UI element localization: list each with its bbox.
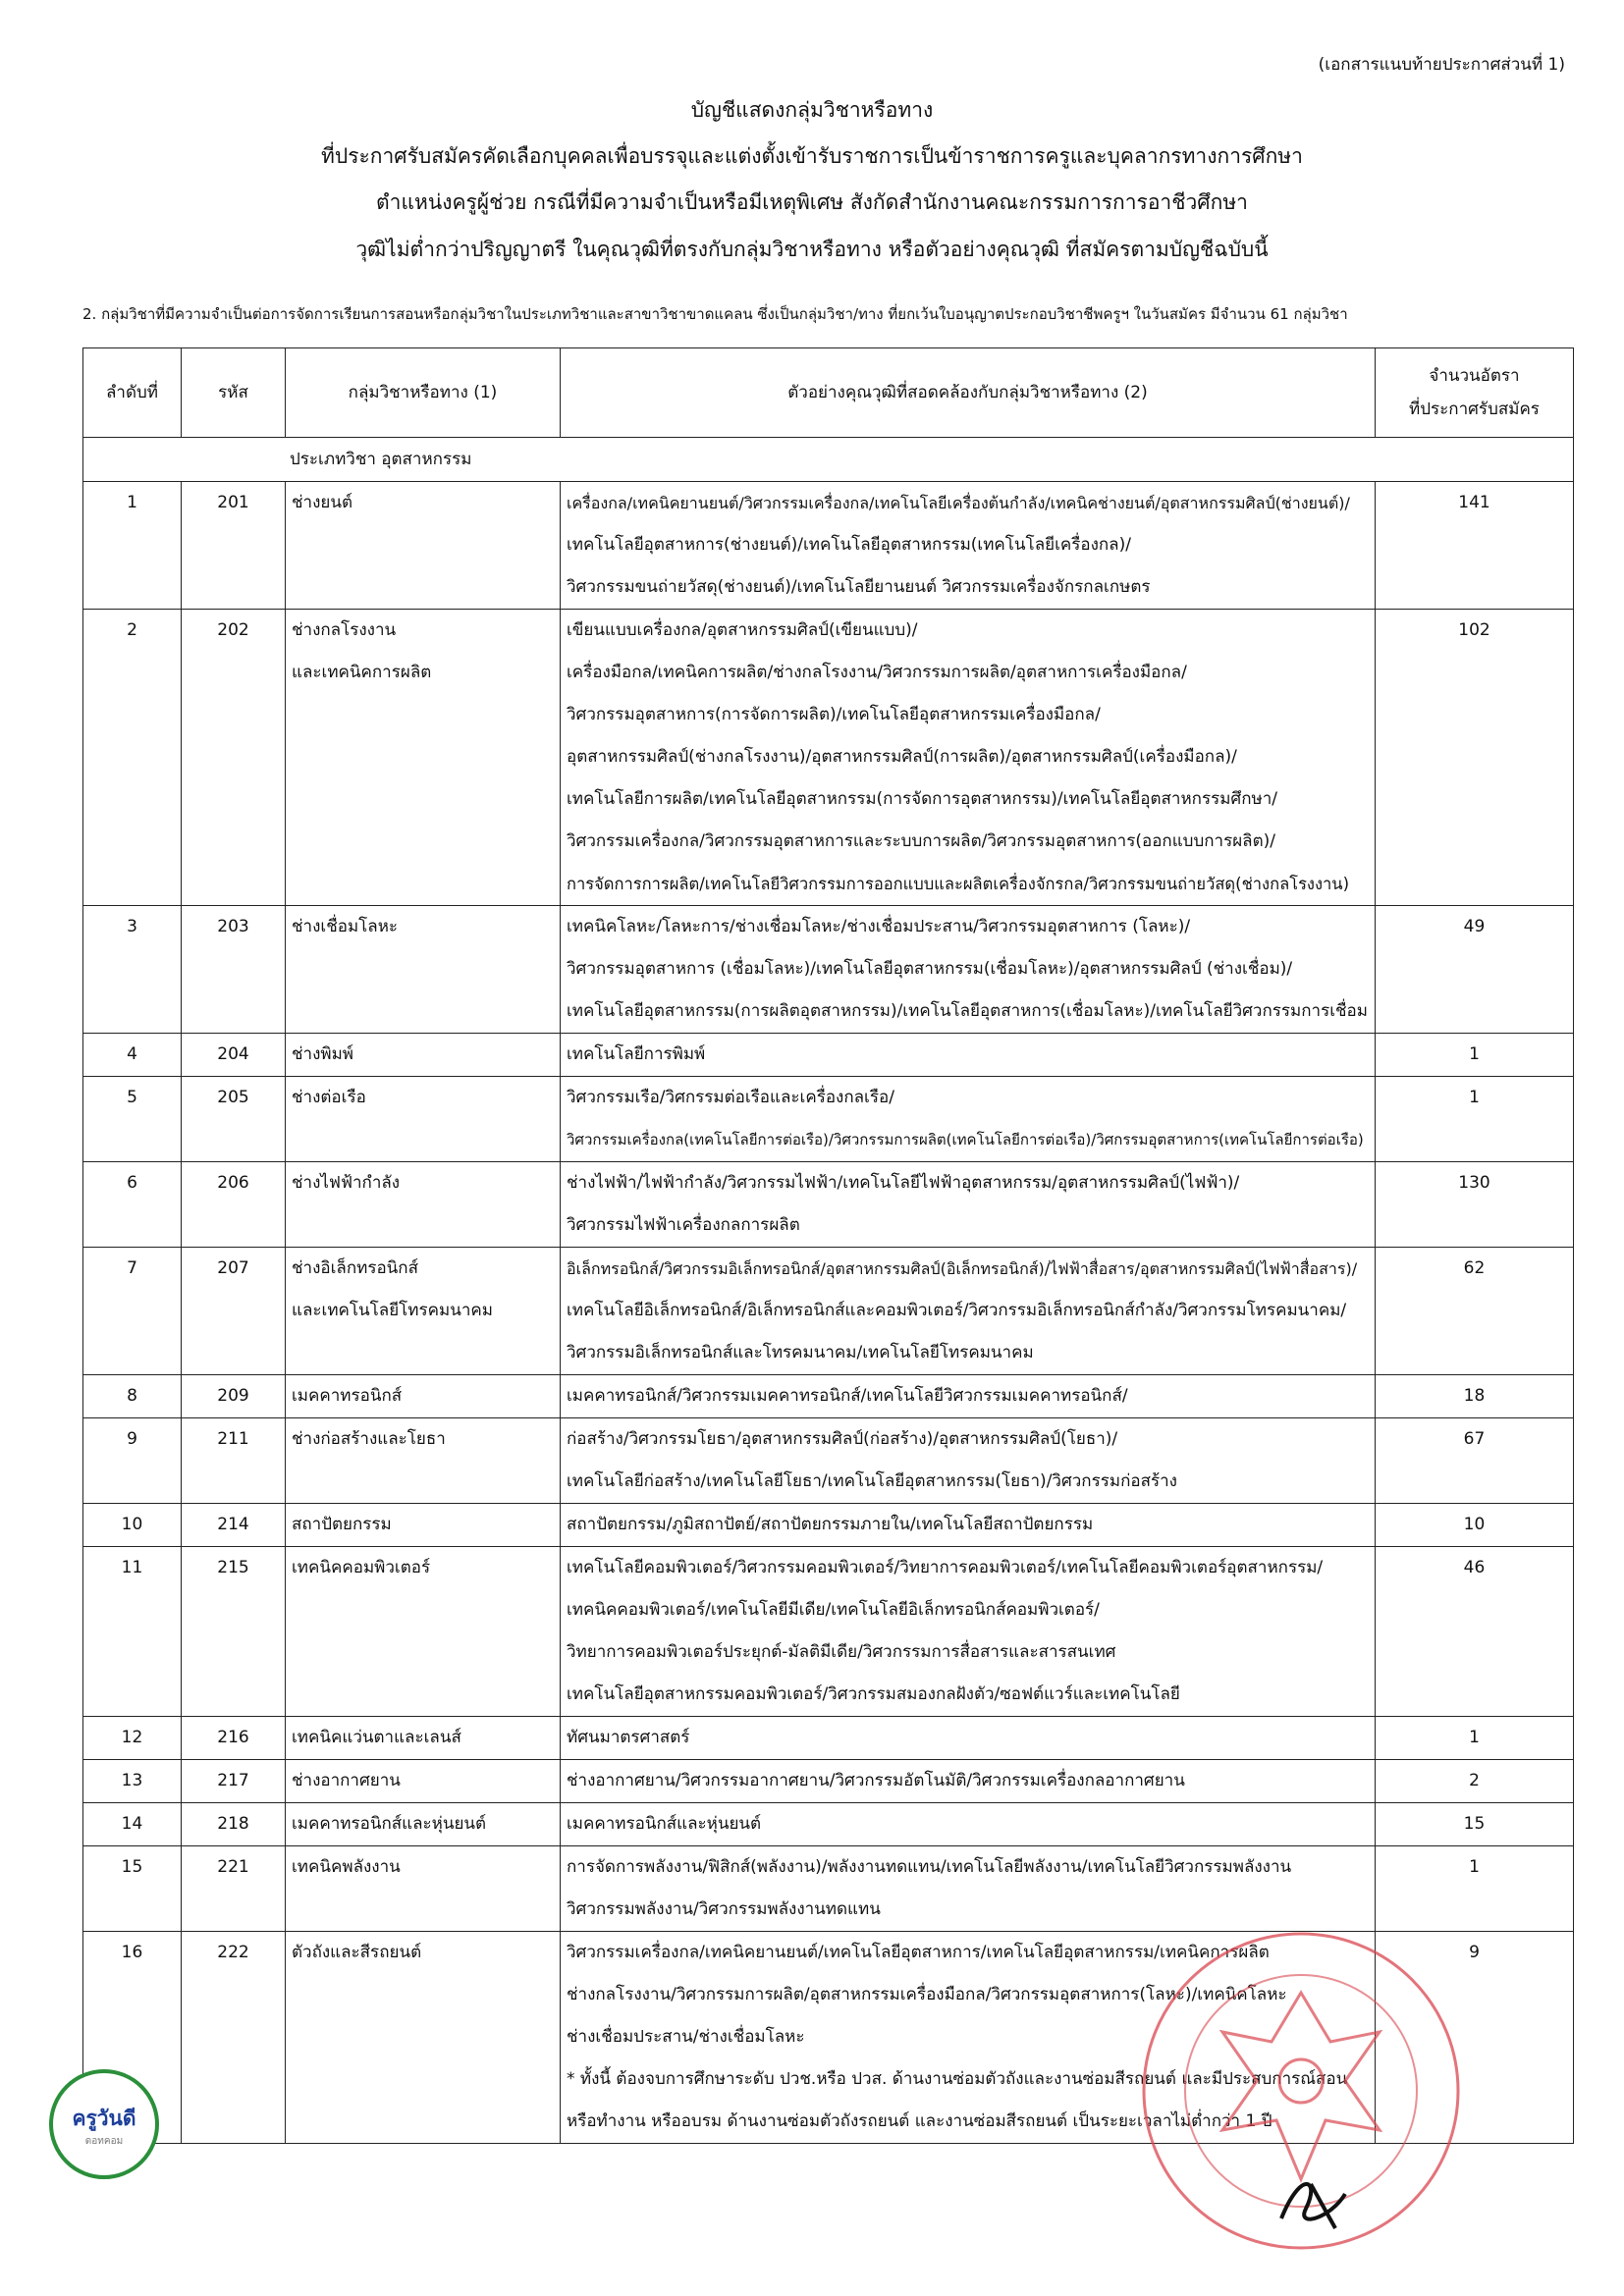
cell-group-line: ตัวถังและสีรถยนต์ [292,1943,422,1962]
cell-count [1376,1803,1574,1846]
cell-group [286,1504,561,1547]
table-row [83,1760,1574,1803]
cell-qualification [561,1162,1376,1248]
cell-qualification-line: วิศวกรรมอิเล็กทรอนิกส์และโทรคมนาคม/เทคโนโลยีโทรคมนาคม [567,1343,1034,1362]
cell-code-text: 206 [217,1173,249,1193]
cell-count [1376,1077,1574,1162]
cell-count-text: 2 [1469,1771,1480,1790]
cell-qualification-line: วิศวกรรมพลังงาน/วิศวกรรมพลังงานทดแทน [567,1899,881,1919]
header-count-line-2: ที่ประกาศรับสมัคร [1409,400,1540,419]
table-row [83,1846,1574,1932]
cell-group-line: เทคนิคพลังงาน [292,1857,401,1877]
cell-group-line: ช่างพิมพ์ [292,1044,354,1064]
cell-qualification-line: เครื่องมือกล/เทคนิคการผลิต/ช่างกลโรงงาน/วิศวกรรมการผลิต/อุตสาหการเครื่องมือกล/ [567,663,1187,682]
cell-qualification-line: วิศวกรรมเครื่องกล/วิศวกรรมอุตสาหการและระบบการผลิต/วิศวกรรมอุตสาหการ(ออกแบบการผลิต)/ [567,831,1275,851]
cell-group-line: เมคคาทรอนิกส์ [292,1386,403,1406]
cell-count [1376,1375,1574,1418]
cell-code-text: 204 [217,1044,249,1064]
cell-group [286,1547,561,1717]
garuda-seal-icon [1134,1924,1468,2258]
cell-qualification-line: วิศวกรรมเครื่องกล(เทคโนโลยีการต่อเรือ)/วิศวกรรมการผลิต(เทคโนโลยีการต่อเรือ)/วิศกรรมอุตสาหการ(เทคโนโลยีการต่อเรือ) [567,1131,1364,1148]
cell-count [1376,1846,1574,1932]
cell-group [286,1717,561,1760]
cell-code [182,1034,286,1077]
cell-count [1376,1248,1574,1375]
cell-no [83,1760,182,1803]
heading-line-3: ตำแหน่งครูผู้ช่วย กรณีที่มีความจำเป็นหรือมีเหตุพิเศษ สังกัดสำนักงานคณะกรรมการการอาชีวศึกษา [376,190,1248,214]
cell-code-text: 217 [217,1771,249,1790]
cell-count [1376,1760,1574,1803]
subject-group-table [82,347,1574,2144]
cell-qualification-line: การจัดการการผลิต/เทคโนโลยีวิศวกรรมการออกแบบและผลิตเครื่องจักรกล/วิศวกรรมขนถ่ายวัสดุ(ช่างกลโรงงาน) [567,875,1350,893]
category-row [83,438,1574,482]
cell-count-text: 1 [1469,1728,1480,1747]
header-no: ลำดับที่ [83,348,182,438]
cell-qualification-line: เทคโนโลยีก่อสร้าง/เทคโนโลยีโยธา/เทคโนโลยีอุตสาหกรรม(โยธา)/วิศวกรรมก่อสร้าง [567,1471,1177,1491]
cell-count [1376,1162,1574,1248]
cell-code-text: 202 [217,620,249,640]
cell-qualification-line: เทคโนโลยีคอมพิวเตอร์/วิศวกรรมคอมพิวเตอร์/วิทยาการคอมพิวเตอร์/เทคโนโลยีคอมพิวเตอร์อุตสาหกรรม/ [567,1558,1324,1577]
cell-qualification-line: วิศวกรรมเรือ/วิศกรรมต่อเรือและเครื่องกลเรือ/ [567,1088,894,1107]
cell-qualification-line: วิศวกรรมอุตสาหการ(การจัดการผลิต)/เทคโนโลยีอุตสาหกรรมเครื่องมือกล/ [567,705,1101,724]
cell-count-text: 62 [1463,1258,1486,1278]
cell-no [83,1547,182,1717]
cell-code [182,1077,286,1162]
table-row [83,482,1574,610]
cell-code-text: 214 [217,1515,249,1534]
cell-count [1376,610,1574,906]
cell-no-text: 3 [127,917,137,936]
cell-count-text: 130 [1458,1173,1490,1193]
cell-qualification [561,1034,1376,1077]
cell-no-text: 10 [121,1515,143,1534]
cell-code [182,1932,286,2144]
cell-code-text: 201 [217,493,249,512]
cell-qualification [561,1547,1376,1717]
cell-no-text: 14 [121,1814,143,1834]
cell-qualification-line: ช่างอากาศยาน/วิศวกรรมอากาศยาน/วิศวกรรมอัตโนมัติ/วิศวกรรมเครื่องกลอากาศยาน [567,1771,1185,1790]
cell-qualification-line: ก่อสร้าง/วิศวกรรมโยธา/อุตสาหกรรมศิลป์(ก่อสร้าง)/อุตสาหกรรมศิลป์(โยธา)/ [567,1429,1118,1449]
table-row [83,1717,1574,1760]
cell-count-text: 141 [1458,493,1490,512]
cell-no-text: 2 [127,620,137,640]
cell-code [182,1418,286,1504]
cell-group-line: เทคนิคแว่นตาและเลนส์ [292,1728,461,1747]
cell-group-line: ช่างอากาศยาน [292,1771,401,1790]
cell-group-line: ช่างต่อเรือ [292,1088,366,1107]
cell-count-text: 49 [1463,917,1486,936]
cell-group-line: ช่างเชื่อมโลหะ [292,917,399,936]
table-row [83,610,1574,906]
cell-qualification-line: ช่างเชื่อมประสาน/ช่างเชื่อมโลหะ [567,2027,805,2047]
cell-no-text: 4 [127,1044,137,1064]
cell-group-line: เทคนิคคอมพิวเตอร์ [292,1558,431,1577]
heading-line-1: บัญชีแสดงกลุ่มวิชาหรือทาง [690,98,934,122]
cell-qualification-line: เมคคาทรอนิกส์/วิศวกรรมเมคคาทรอนิกส์/เทคโนโลยีวิศวกรรมเมคคาทรอนิกส์/ [567,1386,1128,1406]
cell-group [286,1034,561,1077]
cell-no-text: 13 [121,1771,143,1790]
cell-group [286,1375,561,1418]
header-count-line-1: จำนวนอัตรา [1429,366,1520,386]
cell-group-line: ช่างอิเล็กทรอนิกส์ [292,1258,418,1278]
cell-qualification-line: เขียนแบบเครื่องกล/อุตสาหกรรมศิลป์(เขียนแบบ)/ [567,620,918,640]
cell-qualification-line: เทคนิคคอมพิวเตอร์/เทคโนโลยีมีเดีย/เทคโนโลยีอิเล็กทรอนิกส์คอมพิวเตอร์/ [567,1600,1100,1620]
cell-no [83,1717,182,1760]
cell-code [182,1846,286,1932]
cell-qualification [561,610,1376,906]
header-code: รหัส [182,348,286,438]
table-row [83,1034,1574,1077]
cell-group [286,610,561,906]
cell-qualification [561,1077,1376,1162]
cell-no [83,1162,182,1248]
cell-qualification-line: เมคคาทรอนิกส์และหุ่นยนต์ [567,1814,762,1834]
cell-count-text: 18 [1463,1386,1486,1406]
cell-code-text: 203 [217,917,249,936]
cell-no-text: 6 [127,1173,137,1193]
cell-code [182,1248,286,1375]
cell-no-text: 12 [121,1728,143,1747]
cell-qualification-line: เทคโนโลยีอุตสาหกรรม(การผลิตอุตสาหกรรม)/เทคโนโลยีอุตสาหการ(เชื่อมโลหะ)/เทคโนโลยีวิศวกรรมการเชื่อม [567,1001,1368,1021]
cell-qualification-line: การจัดการพลังงาน/ฟิสิกส์(พลังงาน)/พลังงานทดแทน/เทคโนโลยีพลังงาน/เทคโนโลยีวิศวกรรมพลังงาน [567,1857,1292,1877]
cell-code-text: 216 [217,1728,249,1747]
cell-code [182,610,286,906]
cell-count-text: 1 [1469,1044,1480,1064]
cell-no-text: 11 [121,1558,143,1577]
cell-group [286,482,561,610]
cell-no-text: 1 [127,493,137,512]
logo-subtitle: ดอทคอม [84,2136,124,2147]
table-header-row [83,348,1574,438]
cell-count-text: 9 [1469,1943,1480,1962]
cell-code [182,1375,286,1418]
cell-no [83,1375,182,1418]
cell-no [83,906,182,1034]
cell-qualification-line: เทคโนโลยีอุตสาหกรรมคอมพิวเตอร์/วิศวกรรมสมองกลฝังตัว/ซอฟต์แวร์และเทคโนโลยี [567,1684,1180,1704]
cell-code-text: 211 [217,1429,249,1449]
cell-code-text: 215 [217,1558,249,1577]
annex-note: (เอกสารแนบท้ายประกาศส่วนที่ 1) [1318,55,1565,75]
cell-no-text: 16 [121,1943,143,1962]
table-row [83,1375,1574,1418]
cell-count [1376,1504,1574,1547]
cell-count [1376,1547,1574,1717]
cell-group [286,1932,561,2144]
cell-code [182,1162,286,1248]
cell-qualification [561,906,1376,1034]
cell-qualification [561,1760,1376,1803]
cell-qualification-line: เทคนิคโลหะ/โลหะการ/ช่างเชื่อมโลหะ/ช่างเชื่อมประสาน/วิศวกรรมอุตสาหการ (โลหะ)/ [567,917,1191,936]
cell-group [286,1162,561,1248]
cell-qualification-line: วิศวกรรมเครื่องกล/เทคนิคยานยนต์/เทคโนโลยีอุตสาหการ/เทคโนโลยีอุตสาหกรรม/เทคนิคการผลิต [567,1943,1270,1962]
cell-count-text: 1 [1469,1088,1480,1107]
header-count [1376,348,1574,438]
cell-no-text: 15 [121,1857,143,1877]
cell-group-line: และเทคนิคการผลิต [292,663,432,682]
cell-code-text: 207 [217,1258,249,1278]
table-row [83,1547,1574,1717]
cell-count-text: 102 [1458,620,1490,640]
cell-no [83,1803,182,1846]
cell-qualification-line: วิทยาการคอมพิวเตอร์ประยุกต์-มัลติมีเดีย/วิศวกรรมการสื่อสารและสารสนเทศ [567,1642,1116,1662]
cell-code [182,1504,286,1547]
heading-line-2: ที่ประกาศรับสมัครคัดเลือกบุคคลเพื่อบรรจุและแต่งตั้งเข้ารับราชการเป็นข้าราชการครูและบุคลากรทางการศึกษา [321,144,1303,168]
cell-qualification-line: อุตสาหกรรมศิลป์(ช่างกลโรงงาน)/อุตสาหกรรมศิลป์(การผลิต)/อุตสาหกรรมศิลป์(เครื่องมือกล)/ [567,747,1237,767]
cell-no [83,1846,182,1932]
cell-group-line: และเทคโนโลยีโทรคมนาคม [292,1301,493,1320]
cell-qualification-line: เทคโนโลยีการพิมพ์ [567,1044,706,1064]
cell-qualification-line: สถาปัตยกรรม/ภูมิสถาปัตย์/สถาปัตยกรรมภายใน/เทคโนโลยีสถาปัตยกรรม [567,1515,1094,1534]
cell-qualification-line: เทคโนโลยีการผลิต/เทคโนโลยีอุตสาหกรรม(การจัดการอุตสาหกรรม)/เทคโนโลยีอุตสาหกรรมศึกษา/ [567,789,1277,809]
cell-no [83,610,182,906]
cell-code [182,906,286,1034]
cell-group [286,1418,561,1504]
cell-count [1376,482,1574,610]
cell-group-line: เมคคาทรอนิกส์และหุ่นยนต์ [292,1814,487,1834]
section-note: 2. กลุ่มวิชาที่มีความจำเป็นต่อการจัดการเรียนการสอนหรือกลุ่มวิชาในประเภทวิชาและสาขาวิชาขาดแคลน ซึ่งเป็นกลุ่มวิชา/ทาง ที่ยกเว้นใบอนุญาตประกอบวิชาชีพครูฯ ในวันสมัคร มีจำนวน 61 กลุ่มวิชา [82,305,1348,323]
cell-code-text: 222 [217,1943,249,1962]
cell-qualification [561,1418,1376,1504]
table-row [83,1248,1574,1375]
header-qualification: ตัวอย่างคุณวุฒิที่สอดคล้องกับกลุ่มวิชาหรือทาง (2) [561,348,1376,438]
cell-group [286,1760,561,1803]
table-row [83,1077,1574,1162]
cell-code-text: 221 [217,1857,249,1877]
cell-count [1376,1034,1574,1077]
cell-no-text: 5 [127,1088,137,1107]
cell-qualification-line: หรือทำงาน หรืออบรม ด้านงานซ่อมตัวถังรถยนต์ และงานซ่อมสีรถยนต์ เป็นระยะเวลาไม่ต่ำกว่า 1 ปี [567,2111,1272,2131]
cell-no [83,1034,182,1077]
cell-count [1376,1418,1574,1504]
cell-no [83,1248,182,1375]
cell-code [182,482,286,610]
cell-qualification [561,482,1376,610]
header-group: กลุ่มวิชาหรือทาง (1) [286,348,561,438]
logo-title: ครูวันดี [72,2107,136,2130]
cell-qualification-line: * ทั้งนี้ ต้องจบการศึกษาระดับ ปวช.หรือ ปวส. ด้านงานซ่อมตัวถังและงานซ่อมสีรถยนต์ และมีประสบการณ์สอน [567,2069,1348,2089]
category-label: ประเภทวิชา อุตสาหกรรม [83,438,1574,482]
cell-qualification-line: เทคโนโลยีอุตสาหการ(ช่างยนต์)/เทคโนโลยีอุตสาหกรรม(เทคโนโลยีเครื่องกล)/ [567,535,1131,555]
cell-group-line: ช่างก่อสร้างและโยธา [292,1429,446,1449]
cell-qualification-line: อิเล็กทรอนิกส์/วิศวกรรมอิเล็กทรอนิกส์/อุตสาหกรรมศิลป์(อิเล็กทรอนิกส์)/ไฟฟ้าสื่อสาร/อุตสาหกรรมศิลป์(ไฟฟ้าสื่อสาร)/ [567,1259,1358,1278]
cell-count-text: 67 [1463,1429,1486,1449]
cell-group-line: ช่างกลโรงงาน [292,620,397,640]
cell-no-text: 9 [127,1429,137,1449]
table-row [83,1162,1574,1248]
cell-group [286,1248,561,1375]
cell-group [286,906,561,1034]
cell-qualification [561,1846,1376,1932]
cell-qualification-line: วิศวกรรมขนถ่ายวัสดุ(ช่างยนต์)/เทคโนโลยียานยนต์ วิศวกรรมเครื่องจักรกลเกษตร [567,577,1151,597]
cell-qualification-line: วิศวกรรมอุตสาหการ (เชื่อมโลหะ)/เทคโนโลยีอุตสาหกรรม(เชื่อมโลหะ)/อุตสาหกรรมศิลป์ (ช่างเชื่อม)/ [567,959,1293,979]
cell-code-text: 209 [217,1386,249,1406]
cell-no [83,1077,182,1162]
table-row [83,906,1574,1034]
table-row [83,1418,1574,1504]
cell-code [182,1547,286,1717]
cell-qualification-line: ช่างกลโรงงาน/วิศวกรรมการผลิต/อุตสาหกรรมเครื่องมือกล/วิศวกรรมอุตสาหการ(โลหะ)/เทคนิคโลหะ [567,1985,1287,2004]
cell-qualification-line: ช่างไฟฟ้า/ไฟฟ้ากำลัง/วิศวกรรมไฟฟ้า/เทคโนโลยีไฟฟ้าอุตสาหกรรม/อุตสาหกรรมศิลป์(ไฟฟ้า)/ [567,1173,1240,1193]
cell-no [83,482,182,610]
cell-qualification-line: เทคโนโลยีอิเล็กทรอนิกส์/อิเล็กทรอนิกส์และคอมพิวเตอร์/วิศวกรรมอิเล็กทรอนิกส์กำลัง/วิศวกรรมโทรคมนาคม/ [567,1301,1347,1320]
cell-qualification [561,1504,1376,1547]
cell-no-text: 7 [127,1258,137,1278]
cell-count [1376,1717,1574,1760]
cell-qualification [561,1717,1376,1760]
cell-code [182,1717,286,1760]
cell-group [286,1803,561,1846]
cell-count-text: 46 [1463,1558,1486,1577]
cell-count-text: 15 [1463,1814,1486,1834]
cell-qualification [561,1375,1376,1418]
heading-line-4: วุฒิไม่ต่ำกว่าปริญญาตรี ในคุณวุฒิที่ตรงกับกลุ่มวิชาหรือทาง หรือตัวอย่างคุณวุฒิ ที่สมัครตามบัญชีฉบับนี้ [355,238,1269,261]
cell-group [286,1846,561,1932]
cell-no [83,1418,182,1504]
cell-group-line: สถาปัตยกรรม [292,1515,392,1534]
cell-count-text: 1 [1469,1857,1480,1877]
cell-count-text: 10 [1463,1515,1486,1534]
cell-qualification [561,1803,1376,1846]
cell-group-line: ช่างยนต์ [292,493,353,512]
table-row [83,1504,1574,1547]
cell-code [182,1803,286,1846]
cell-qualification [561,1248,1376,1375]
cell-code [182,1760,286,1803]
cell-code-text: 218 [217,1814,249,1834]
cell-group-line: ช่างไฟฟ้ากำลัง [292,1173,401,1193]
cell-no [83,1504,182,1547]
cell-group [286,1077,561,1162]
cell-qualification-line: เครื่องกล/เทคนิคยานยนต์/วิศวกรรมเครื่องกล/เทคโนโลยีเครื่องต้นกำลัง/เทคนิคช่างยนต์/อุตสาหกรรมศิลป์(ช่างยนต์)/ [567,494,1350,512]
cell-qualification-line: ทัศนมาตรศาสตร์ [567,1728,690,1747]
cell-no-text: 8 [127,1386,137,1406]
table-row [83,1803,1574,1846]
cell-count [1376,906,1574,1034]
cell-qualification-line: วิศวกรรมไฟฟ้าเครื่องกลการผลิต [567,1215,800,1235]
cell-code-text: 205 [217,1088,249,1107]
watermark-logo [49,2069,159,2179]
